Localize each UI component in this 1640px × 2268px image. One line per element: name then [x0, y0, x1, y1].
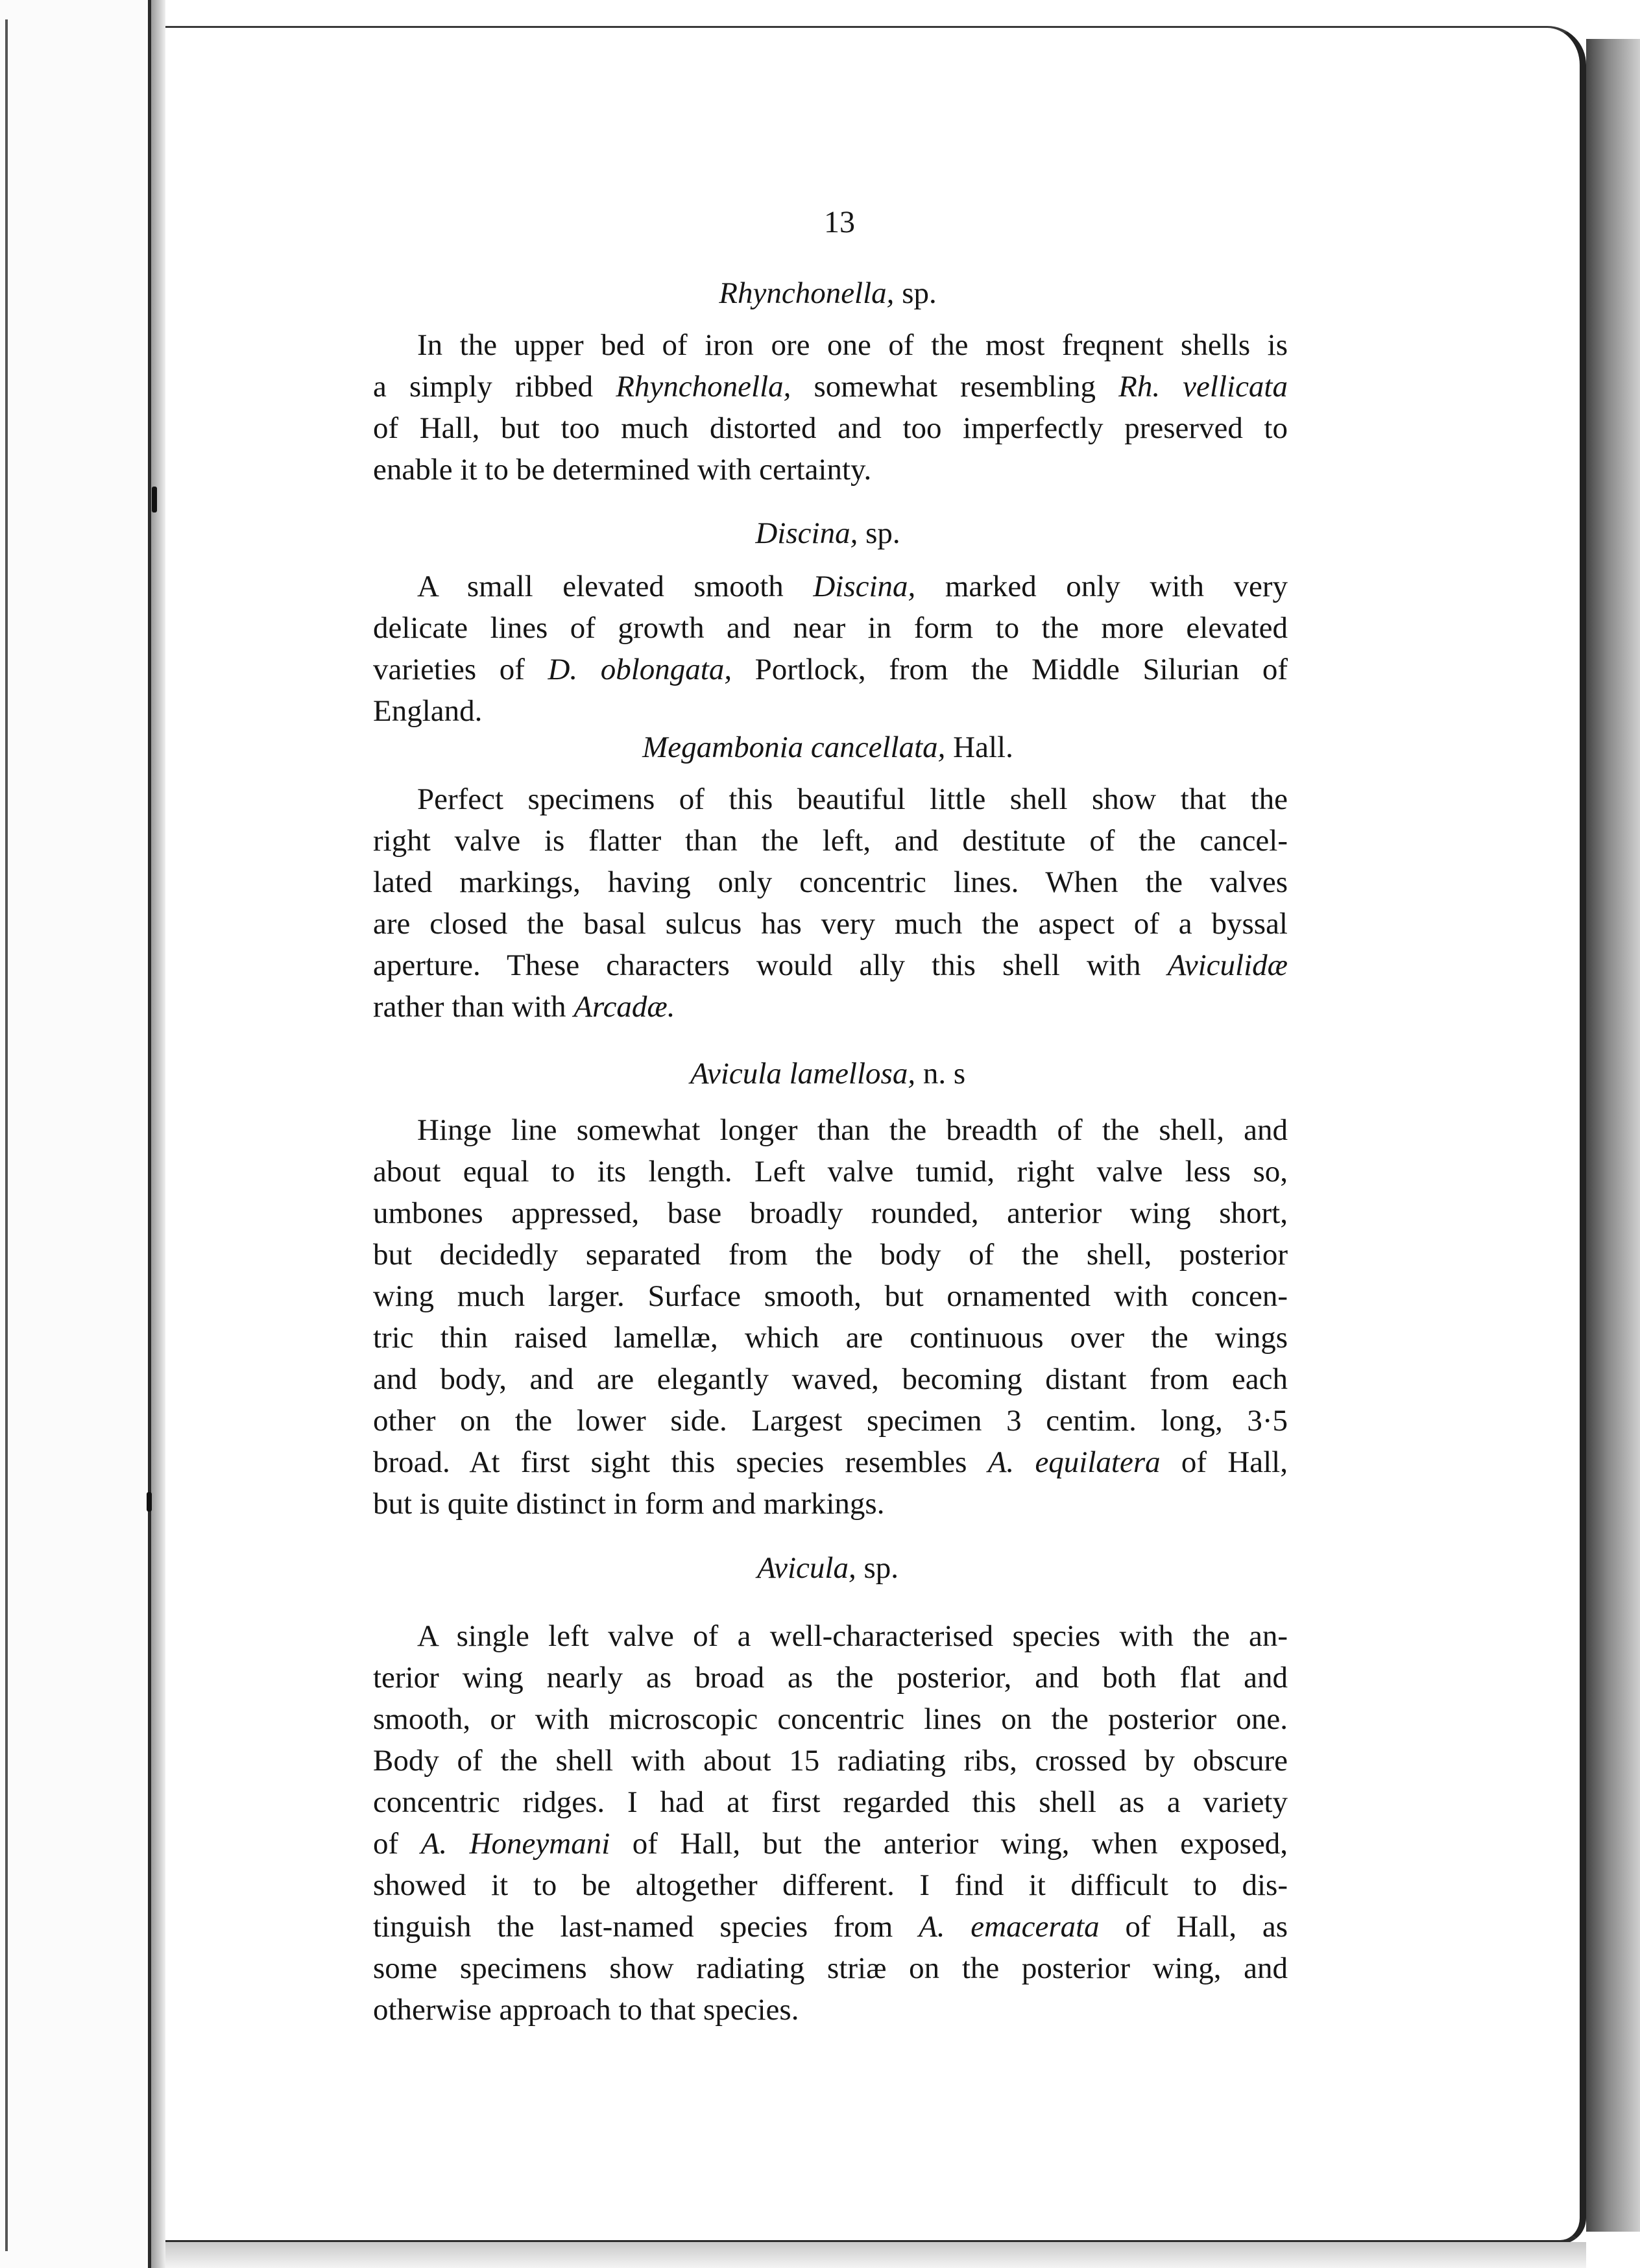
text-line: but is quite distinct in form and markings.: [373, 1487, 885, 1521]
page-right-edge-shadow: [1586, 39, 1640, 2232]
section-paragraph: [373, 778, 1288, 1028]
margin-mark: [147, 1492, 152, 1512]
heading-suffix: Hall.: [945, 730, 1013, 764]
text-line: A small elevated smooth Discina, marked only with very: [417, 570, 1288, 603]
text-line: Hinge line somewhat longer than the breadth of the shell, and: [417, 1113, 1288, 1147]
facing-page-edge: [0, 0, 151, 2268]
section-heading: [363, 1056, 1292, 1091]
text-line: umbones appressed, base broadly rounded, anterior wing short,: [373, 1196, 1288, 1230]
text-line: otherwise approach to that species.: [373, 1993, 799, 2027]
text-line: delicate lines of growth and near in form to the more elevated: [373, 611, 1288, 645]
section-paragraph: [373, 1615, 1288, 2031]
text-line: enable it to be determined with certainty.: [373, 453, 872, 487]
page-number: 13: [824, 205, 855, 239]
text-line: smooth, or with microscopic concentric lines on the posterior one.: [373, 1702, 1288, 1736]
heading-taxon: Avicula lamellosa,: [690, 1057, 916, 1091]
text-line: wing much larger. Surface smooth, but ornamented with concen-: [373, 1279, 1288, 1313]
text-line: Perfect specimens of this beautiful little shell show that the: [417, 782, 1288, 816]
section-heading: [363, 276, 1292, 311]
heading-taxon: Megambonia cancellata,: [642, 730, 946, 764]
heading-suffix: sp.: [894, 276, 937, 310]
heading-suffix: sp.: [858, 516, 900, 550]
text-line: terior wing nearly as broad as the posterior, and both flat and: [373, 1661, 1288, 1695]
text-line: concentric ridges. I had at first regarded this shell as a variety: [373, 1785, 1288, 1819]
section-paragraph: [373, 566, 1288, 732]
text-line: showed it to be altogether different. I find it difficult to dis-: [373, 1868, 1288, 1902]
text-line: tric thin raised lamellæ, which are continuous over the wings: [373, 1321, 1288, 1355]
text-line: some specimens show radiating striæ on the posterior wing, and: [373, 1951, 1288, 1985]
heading-suffix: sp.: [856, 1551, 898, 1585]
text-line: rather than with Arcadæ.: [373, 990, 675, 1024]
section-heading: [363, 516, 1292, 551]
heading-suffix: n. s: [915, 1057, 966, 1091]
text-line: varieties of D. oblongata, Portlock, from the Middle Silurian of: [373, 653, 1288, 686]
text-line: are closed the basal sulcus has very much the aspect of a byssal: [373, 907, 1288, 941]
text-line: lated markings, having only concentric lines. When the valves: [373, 865, 1288, 899]
text-line: England.: [373, 694, 483, 728]
text-line: but decidedly separated from the body of the shell, posterior: [373, 1238, 1288, 1272]
section-heading: [363, 1550, 1292, 1586]
text-line: other on the lower side. Largest specimen 3 centim. long, 3·5: [373, 1404, 1288, 1438]
text-line: tinguish the last-named species from A. emacerata of Hall, as: [373, 1910, 1288, 1944]
text-line: broad. At first sight this species resembles A. equilatera of Hall,: [373, 1445, 1288, 1479]
text-line: Body of the shell with about 15 radiating ribs, crossed by obscure: [373, 1744, 1288, 1778]
page-bottom-edge: [165, 2242, 1586, 2268]
text-line: about equal to its length. Left valve tumid, right valve less so,: [373, 1155, 1288, 1188]
section-paragraph: [373, 324, 1288, 490]
section-paragraph: [373, 1109, 1288, 1525]
heading-taxon: Rhynchonella,: [719, 276, 895, 310]
text-line: aperture. These characters would ally this shell with Aviculidæ: [373, 948, 1288, 982]
heading-taxon: Discina,: [755, 516, 858, 550]
text-line: and body, and are elegantly waved, becoming distant from each: [373, 1362, 1288, 1396]
margin-mark: [152, 487, 157, 513]
text-line: A single left valve of a well-characterised species with the an-: [417, 1619, 1288, 1653]
book-gutter: [151, 0, 165, 2268]
section-heading: [363, 730, 1292, 765]
text-line: right valve is flatter than the left, and destitute of the cancel-: [373, 824, 1288, 858]
text-line: of A. Honeymani of Hall, but the anterior wing, when exposed,: [373, 1827, 1288, 1861]
text-line: of Hall, but too much distorted and too imperfectly preserved to: [373, 411, 1288, 445]
text-line: In the upper bed of iron ore one of the most freqnent shells is: [417, 328, 1288, 362]
heading-taxon: Avicula,: [756, 1551, 856, 1585]
text-line: a simply ribbed Rhynchonella, somewhat resembling Rh. vellicata: [373, 370, 1288, 404]
